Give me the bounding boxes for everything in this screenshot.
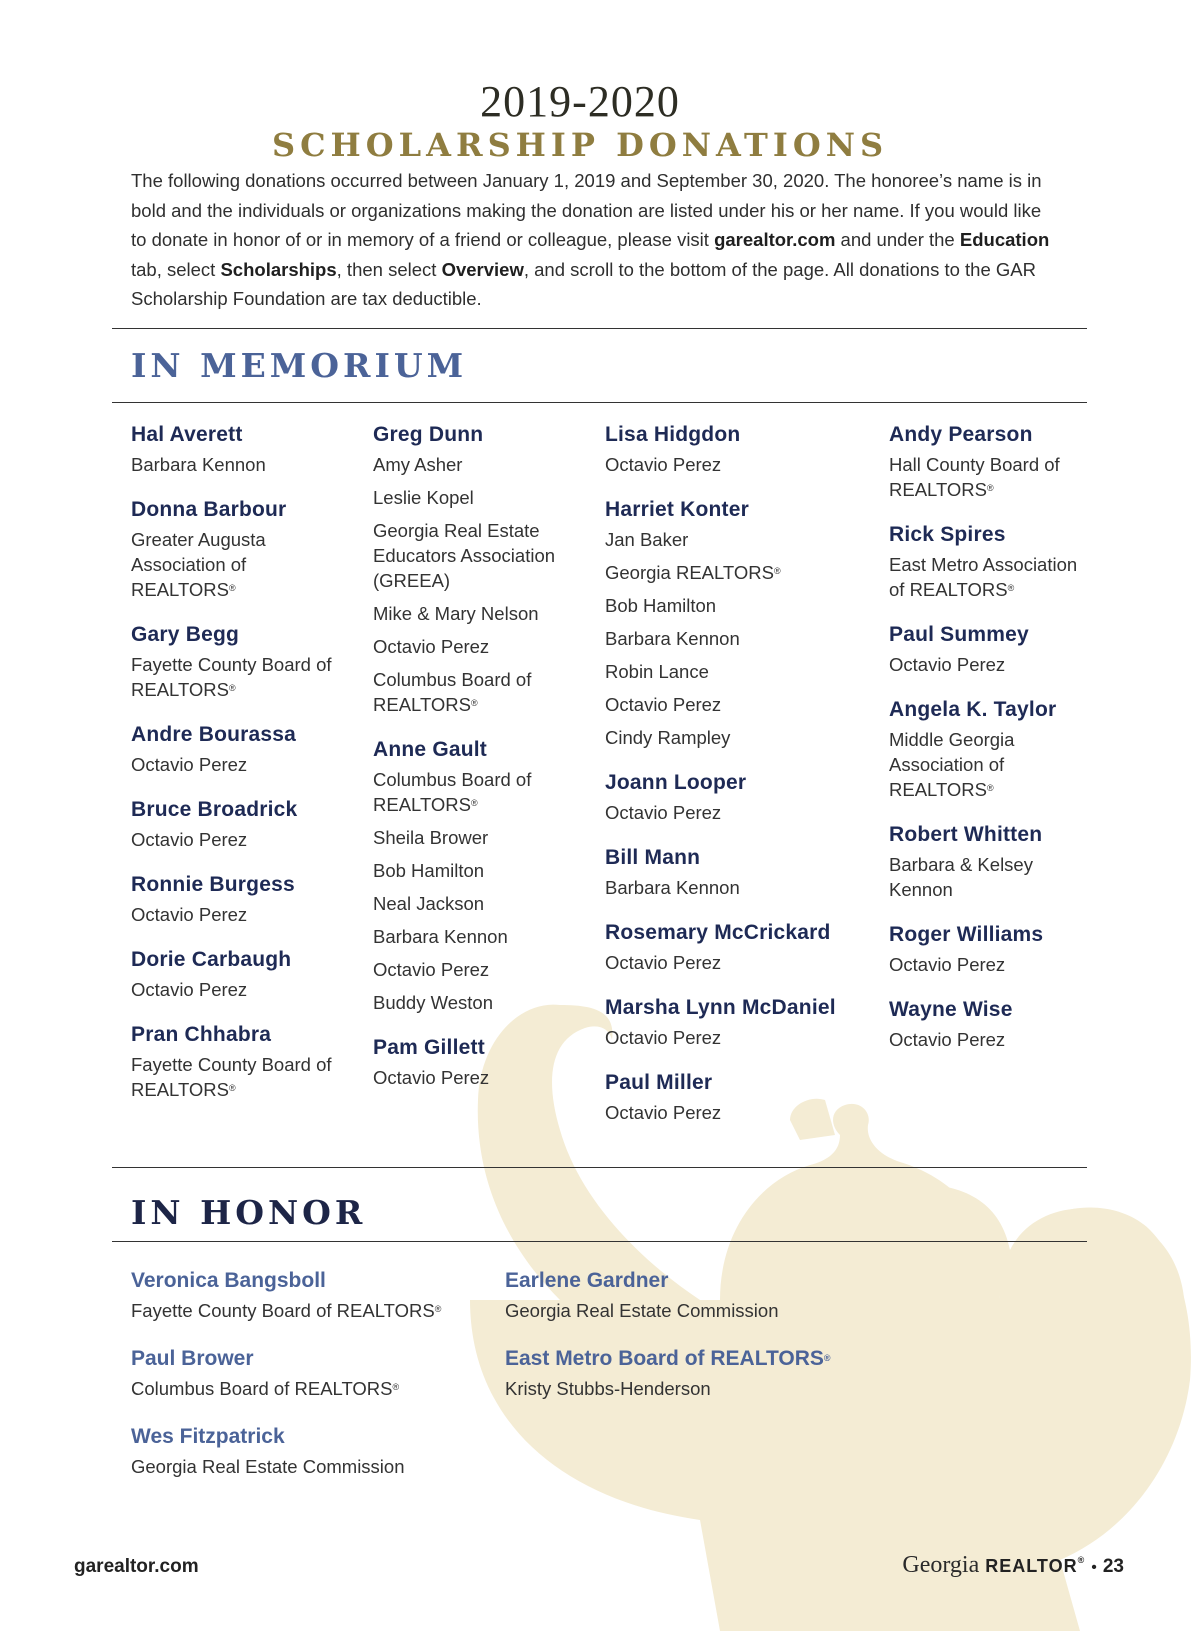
brand-georgia: Georgia <box>902 1552 980 1578</box>
intro-text-4: , then select <box>336 258 442 280</box>
honor-column <box>131 1268 491 1502</box>
page-number: 23 <box>1102 1556 1124 1577</box>
honor-entry <box>505 1346 865 1401</box>
honoree-entry <box>605 497 855 750</box>
donor-name: Jan Baker <box>605 529 689 550</box>
overview-label: Overview <box>441 258 524 280</box>
page-title-year: 2019-2020 <box>480 77 680 126</box>
scholarships-label: Scholarships <box>220 258 337 280</box>
honor-entry <box>505 1268 865 1323</box>
donor-name: Octavio Perez <box>605 1102 722 1123</box>
honoree-name: Andy Pearson <box>889 423 1033 446</box>
donor-name: Fayette County Board of REALTORS® <box>131 1300 442 1321</box>
donor-name: Buddy Weston <box>373 992 493 1013</box>
memorium-column <box>605 422 855 1145</box>
memorium-column <box>131 422 341 1122</box>
honoree-name: Wes Fitzpatrick <box>131 1425 285 1448</box>
donor-name: Octavio Perez <box>373 1067 490 1088</box>
honoree-entry <box>889 522 1089 602</box>
honoree-name: Paul Brower <box>131 1347 254 1370</box>
honor-entry <box>131 1346 491 1401</box>
donor-name: Kristy Stubbs-Henderson <box>505 1378 711 1399</box>
honoree-name: Roger Williams <box>889 923 1044 946</box>
donor-name: Bob Hamilton <box>605 595 717 616</box>
donor-name: Amy Asher <box>373 454 463 475</box>
honoree-entry <box>373 422 578 717</box>
donor-name: Georgia Real Estate Commission <box>131 1456 405 1477</box>
honoree-name: Rosemary McCrickard <box>605 921 831 944</box>
honoree-name: Robert Whitten <box>889 823 1043 846</box>
donor-name: Octavio Perez <box>131 979 248 1000</box>
honoree-name: Donna Barbour <box>131 498 287 521</box>
honoree-name: Marsha Lynn McDaniel <box>605 996 836 1019</box>
honoree-name: Rick Spires <box>889 523 1006 546</box>
honoree-entry <box>131 947 341 1002</box>
honoree-entry <box>131 497 341 602</box>
footer-brand <box>902 1552 1124 1579</box>
honoree-name: Paul Miller <box>605 1071 713 1094</box>
donor-name: Georgia Real Estate Educators Association (GREEA) <box>373 520 556 591</box>
divider <box>112 402 1087 403</box>
honoree-name: Bill Mann <box>605 846 701 869</box>
donor-name: Octavio Perez <box>131 754 248 775</box>
donor-name: Fayette County Board of REALTORS® <box>131 654 332 700</box>
donor-name: Barbara & Kelsey Kennon <box>889 854 1033 900</box>
honoree-entry <box>605 845 855 900</box>
donor-name: Hall County Board of REALTORS® <box>889 454 1060 500</box>
donor-name: Octavio Perez <box>605 802 722 823</box>
honoree-entry <box>131 797 341 852</box>
donor-name: Barbara Kennon <box>605 628 740 649</box>
brand-realtor: REALTOR® <box>985 1555 1086 1576</box>
donor-name: East Metro Association of REALTORS® <box>889 554 1078 600</box>
education-label: Education <box>959 229 1050 250</box>
donor-name: Georgia Real Estate Commission <box>505 1300 779 1321</box>
donor-name: Sheila Brower <box>373 827 489 848</box>
donor-name: Leslie Kopel <box>373 487 474 508</box>
intro-text-1: The following donations occurred between January 1, 2019 and September 30, 2020. The honoree’s name is in bold and the individuals or organizations making the donation are listed under his or her name. If you would like to donate in honor of or in memory of a friend or colleague, please visit <box>131 170 1042 250</box>
intro-text-2: and under the <box>835 229 960 250</box>
honoree-entry <box>889 422 1089 502</box>
honoree-entry <box>605 1070 855 1125</box>
honoree-name: Harriet Konter <box>605 498 749 521</box>
intro-text-5: , and scroll to the bottom of the page. All donations to the GAR Scholarship Foundation are tax deductible. <box>131 258 1036 309</box>
honoree-name: Joann Looper <box>605 771 747 794</box>
honoree-entry <box>889 922 1089 977</box>
donor-name: Greater Augusta Association of REALTORS® <box>131 529 266 600</box>
honoree-name: East Metro Board of REALTORS® <box>505 1347 831 1370</box>
honoree-entry <box>131 622 341 702</box>
honoree-name: Pran Chhabra <box>131 1023 272 1046</box>
donor-name: Octavio Perez <box>605 694 722 715</box>
footer-site-link[interactable]: garealtor.com <box>74 1556 199 1577</box>
honoree-entry <box>131 1022 341 1102</box>
honoree-name: Andre Bourassa <box>131 723 297 746</box>
donor-name: Octavio Perez <box>373 636 490 657</box>
honoree-entry <box>889 822 1089 902</box>
donor-name: Octavio Perez <box>131 904 248 925</box>
honoree-entry <box>605 770 855 825</box>
honoree-name: Greg Dunn <box>373 423 484 446</box>
honoree-entry <box>889 697 1089 802</box>
honoree-name: Angela K. Taylor <box>889 698 1057 721</box>
honoree-name: Gary Begg <box>131 623 239 646</box>
footer-separator: • <box>1091 1559 1097 1576</box>
donor-name: Octavio Perez <box>605 952 722 973</box>
donor-name: Octavio Perez <box>889 954 1006 975</box>
page-title: SCHOLARSHIP DONATIONS <box>271 126 889 164</box>
honoree-name: Hal Averett <box>131 423 243 446</box>
donor-name: Mike & Mary Nelson <box>373 603 539 624</box>
donor-name: Columbus Board of REALTORS® <box>373 669 532 715</box>
memorium-column <box>889 422 1089 1072</box>
donor-name: Octavio Perez <box>889 654 1006 675</box>
honoree-entry <box>131 722 341 777</box>
donor-name: Neal Jackson <box>373 893 485 914</box>
divider <box>112 1167 1087 1168</box>
memorium-column <box>373 422 578 1110</box>
honoree-name: Pam Gillett <box>373 1036 485 1059</box>
honoree-entry <box>889 997 1089 1052</box>
donor-name: Barbara Kennon <box>373 926 508 947</box>
honoree-entry <box>373 1035 578 1090</box>
honoree-name: Wayne Wise <box>889 998 1013 1021</box>
honoree-name: Lisa Hidgdon <box>605 423 741 446</box>
donor-name: Octavio Perez <box>605 1027 722 1048</box>
donor-name: Octavio Perez <box>889 1029 1006 1050</box>
memorium-heading: IN MEMORIUM <box>131 346 468 385</box>
honoree-name: Bruce Broadrick <box>131 798 298 821</box>
honoree-name: Anne Gault <box>373 738 488 761</box>
honoree-name: Paul Summey <box>889 623 1029 646</box>
honoree-name: Dorie Carbaugh <box>131 948 292 971</box>
honor-column <box>505 1268 865 1424</box>
donor-name: Cindy Rampley <box>605 727 731 748</box>
donor-name: Columbus Board of REALTORS® <box>373 769 532 815</box>
intro-paragraph <box>131 166 1051 314</box>
honoree-entry <box>131 872 341 927</box>
donor-name: Octavio Perez <box>373 959 490 980</box>
divider <box>112 328 1087 329</box>
donor-name: Robin Lance <box>605 661 709 682</box>
honoree-name: Veronica Bangsboll <box>131 1269 326 1292</box>
honor-entry <box>131 1268 491 1323</box>
donor-name: Octavio Perez <box>605 454 722 475</box>
donor-name: Octavio Perez <box>131 829 248 850</box>
honor-heading: IN HONOR <box>131 1193 367 1232</box>
donor-name: Georgia REALTORS® <box>605 562 781 583</box>
site-link[interactable]: garealtor.com <box>714 229 836 250</box>
honoree-name: Earlene Gardner <box>505 1269 669 1292</box>
donor-name: Bob Hamilton <box>373 860 485 881</box>
intro-text-3: tab, select <box>131 258 221 280</box>
honoree-name: Ronnie Burgess <box>131 873 295 896</box>
honoree-entry <box>373 737 578 1015</box>
honoree-entry <box>605 995 855 1050</box>
divider <box>112 1241 1087 1242</box>
donor-name: Middle Georgia Association of REALTORS® <box>889 729 1015 800</box>
donor-name: Columbus Board of REALTORS® <box>131 1378 400 1399</box>
honoree-entry <box>131 422 341 477</box>
honor-entry <box>131 1424 491 1479</box>
honoree-entry <box>889 622 1089 677</box>
honoree-entry <box>605 422 855 477</box>
donor-name: Barbara Kennon <box>605 877 740 898</box>
honoree-entry <box>605 920 855 975</box>
donor-name: Barbara Kennon <box>131 454 266 475</box>
donor-name: Fayette County Board of REALTORS® <box>131 1054 332 1100</box>
